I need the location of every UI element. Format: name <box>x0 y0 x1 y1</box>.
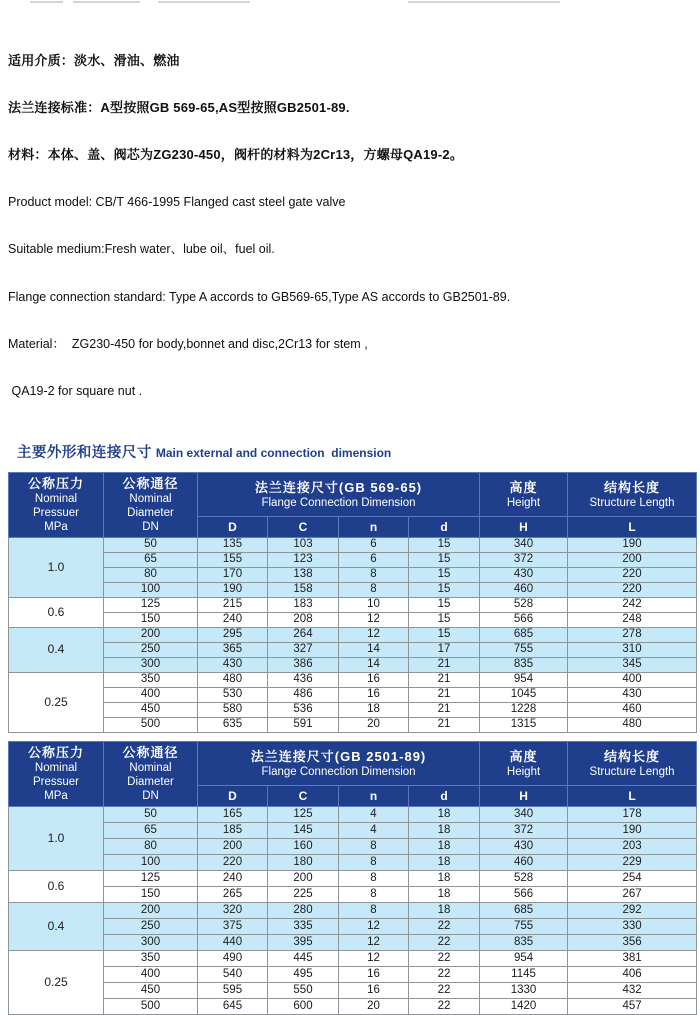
data-cell: 432 <box>568 982 697 998</box>
table-row <box>9 950 697 966</box>
data-cell: 65 <box>104 552 198 567</box>
header-sub-n: n <box>339 516 409 537</box>
data-cell: 18 <box>409 886 480 902</box>
data-cell: 430 <box>198 657 268 672</box>
data-cell: 400 <box>568 672 697 687</box>
intro-line-medium-en: Suitable medium:Fresh water、lube oil、fuel oil. <box>8 242 275 257</box>
table-row <box>9 934 697 950</box>
data-cell: 320 <box>198 902 268 918</box>
header-structure-length: 结构长度 Structure Length <box>568 741 697 785</box>
data-cell: 21 <box>409 657 480 672</box>
data-cell: 65 <box>104 822 198 838</box>
data-cell: 12 <box>339 627 409 642</box>
table-row <box>9 854 697 870</box>
data-cell: 248 <box>568 612 697 627</box>
data-cell: 170 <box>198 567 268 582</box>
data-cell: 600 <box>268 998 339 1014</box>
data-cell: 250 <box>104 918 198 934</box>
data-cell: 200 <box>104 902 198 918</box>
data-cell: 8 <box>339 870 409 886</box>
data-cell: 335 <box>268 918 339 934</box>
header-sub-n: n <box>339 785 409 806</box>
data-cell: 445 <box>268 950 339 966</box>
data-cell: 340 <box>480 806 568 822</box>
data-cell: 350 <box>104 950 198 966</box>
data-cell: 125 <box>104 597 198 612</box>
data-cell: 1330 <box>480 982 568 998</box>
data-cell: 12 <box>339 918 409 934</box>
cropped-text-artifact <box>158 1 250 3</box>
header-sub-H: H <box>480 785 568 806</box>
data-cell: 190 <box>568 537 697 552</box>
data-cell: 327 <box>268 642 339 657</box>
data-cell: 460 <box>480 582 568 597</box>
header-sub-C: C <box>268 785 339 806</box>
table-row <box>9 687 697 702</box>
data-cell: 135 <box>198 537 268 552</box>
section-title <box>8 423 700 462</box>
data-cell: 178 <box>568 806 697 822</box>
data-cell: 80 <box>104 567 198 582</box>
data-cell: 400 <box>104 687 198 702</box>
table-row <box>9 998 697 1014</box>
data-cell: 18 <box>409 854 480 870</box>
data-cell: 21 <box>409 702 480 717</box>
data-cell: 500 <box>104 717 198 732</box>
data-cell: 12 <box>339 612 409 627</box>
data-cell: 330 <box>568 918 697 934</box>
header-sub-H: H <box>480 516 568 537</box>
data-cell: 158 <box>268 582 339 597</box>
data-cell: 18 <box>339 702 409 717</box>
intro-line-material-zh: 材料：本体、盖、阀芯为ZG230-450，阀杆的材料为2Cr13，方螺母QA19-2。 <box>8 147 464 163</box>
data-cell: 1145 <box>480 966 568 982</box>
data-cell: 292 <box>568 902 697 918</box>
data-cell: 8 <box>339 854 409 870</box>
data-cell: 300 <box>104 657 198 672</box>
data-cell: 1228 <box>480 702 568 717</box>
header-structure-length: 结构长度 Structure Length <box>568 472 697 516</box>
data-cell: 20 <box>339 998 409 1014</box>
data-cell: 755 <box>480 918 568 934</box>
data-cell: 242 <box>568 597 697 612</box>
data-cell: 436 <box>268 672 339 687</box>
data-cell: 190 <box>198 582 268 597</box>
data-cell: 155 <box>198 552 268 567</box>
data-cell: 954 <box>480 950 568 966</box>
data-cell: 566 <box>480 612 568 627</box>
data-cell: 250 <box>104 642 198 657</box>
data-cell: 150 <box>104 612 198 627</box>
table-row <box>9 806 697 822</box>
data-cell: 12 <box>339 934 409 950</box>
data-cell: 566 <box>480 886 568 902</box>
data-cell: 460 <box>480 854 568 870</box>
data-cell: 345 <box>568 657 697 672</box>
data-cell: 215 <box>198 597 268 612</box>
cropped-text-artifact <box>408 1 560 3</box>
data-cell: 203 <box>568 838 697 854</box>
intro-line-square-nut: QA19-2 for square nut . <box>8 384 143 399</box>
data-cell: 8 <box>339 902 409 918</box>
data-cell: 755 <box>480 642 568 657</box>
data-cell: 18 <box>409 822 480 838</box>
data-cell: 16 <box>339 672 409 687</box>
data-cell: 480 <box>568 717 697 732</box>
data-cell: 4 <box>339 822 409 838</box>
data-cell: 395 <box>268 934 339 950</box>
table-row <box>9 918 697 934</box>
pressure-group-cell: 0.25 <box>9 950 104 1014</box>
data-cell: 280 <box>268 902 339 918</box>
data-cell: 500 <box>104 998 198 1014</box>
data-cell: 645 <box>198 998 268 1014</box>
data-cell: 490 <box>198 950 268 966</box>
data-cell: 14 <box>339 657 409 672</box>
table-row <box>9 838 697 854</box>
data-cell: 595 <box>198 982 268 998</box>
data-cell: 400 <box>104 966 198 982</box>
pressure-group-cell: 0.25 <box>9 672 104 732</box>
data-cell: 22 <box>409 950 480 966</box>
data-cell: 8 <box>339 582 409 597</box>
data-cell: 180 <box>268 854 339 870</box>
header-height: 高度 Height <box>480 472 568 516</box>
data-cell: 200 <box>568 552 697 567</box>
data-cell: 18 <box>409 806 480 822</box>
data-cell: 21 <box>409 672 480 687</box>
intro-line-medium-zh: 适用介质：淡水、滑油、燃油 <box>8 52 180 68</box>
data-cell: 240 <box>198 612 268 627</box>
data-cell: 540 <box>198 966 268 982</box>
data-cell: 8 <box>339 838 409 854</box>
pressure-group-cell: 0.4 <box>9 902 104 950</box>
data-cell: 685 <box>480 627 568 642</box>
table-row <box>9 902 697 918</box>
data-cell: 22 <box>409 918 480 934</box>
data-cell: 200 <box>268 870 339 886</box>
data-cell: 125 <box>104 870 198 886</box>
data-cell: 635 <box>198 717 268 732</box>
dimension-table-gb569-65 <box>8 472 697 733</box>
header-sub-D: D <box>198 785 268 806</box>
data-cell: 480 <box>198 672 268 687</box>
data-cell: 21 <box>409 687 480 702</box>
data-cell: 300 <box>104 934 198 950</box>
data-cell: 22 <box>409 982 480 998</box>
data-cell: 165 <box>198 806 268 822</box>
data-cell: 457 <box>568 998 697 1014</box>
data-cell: 8 <box>339 886 409 902</box>
data-cell: 22 <box>409 934 480 950</box>
table-row <box>9 870 697 886</box>
data-cell: 21 <box>409 717 480 732</box>
data-cell: 100 <box>104 854 198 870</box>
section-title-zh: 主要外形和连接尺寸 <box>16 444 152 461</box>
table-row <box>9 822 697 838</box>
data-cell: 375 <box>198 918 268 934</box>
data-cell: 580 <box>198 702 268 717</box>
data-cell: 16 <box>339 982 409 998</box>
data-cell: 1420 <box>480 998 568 1014</box>
data-cell: 145 <box>268 822 339 838</box>
data-cell: 15 <box>409 627 480 642</box>
data-cell: 14 <box>339 642 409 657</box>
pressure-group-cell: 1.0 <box>9 806 104 870</box>
data-cell: 17 <box>409 642 480 657</box>
data-cell: 430 <box>568 687 697 702</box>
data-cell: 20 <box>339 717 409 732</box>
data-cell: 18 <box>409 838 480 854</box>
header-nominal-pressure: 公称压力 Nominal Pressuer MPa <box>9 741 104 806</box>
header-nominal-diameter: 公称通径 Nominal Diameter DN <box>104 741 198 806</box>
table-row <box>9 537 697 552</box>
data-cell: 486 <box>268 687 339 702</box>
header-sub-L: L <box>568 516 697 537</box>
intro-line-flange-en: Flange connection standard: Type A accords to GB569-65,Type AS accords to GB2501-89. <box>8 289 511 304</box>
data-cell: 208 <box>268 612 339 627</box>
data-cell: 6 <box>339 537 409 552</box>
data-cell: 278 <box>568 627 697 642</box>
header-sub-D: D <box>198 516 268 537</box>
data-cell: 265 <box>198 886 268 902</box>
data-cell: 16 <box>339 687 409 702</box>
data-cell: 835 <box>480 934 568 950</box>
header-flange-connection: 法兰连接尺寸(GB 2501-89) Flange Connection Dimension <box>198 741 480 785</box>
data-cell: 220 <box>198 854 268 870</box>
intro-line-flange-zh: 法兰连接标准：A型按照GB 569-65,AS型按照GB2501-89. <box>8 99 350 115</box>
data-cell: 310 <box>568 642 697 657</box>
data-cell: 183 <box>268 597 339 612</box>
data-cell: 450 <box>104 702 198 717</box>
data-cell: 254 <box>568 870 697 886</box>
data-cell: 440 <box>198 934 268 950</box>
cropped-text-artifact <box>30 1 63 3</box>
data-cell: 225 <box>268 886 339 902</box>
pressure-group-cell: 1.0 <box>9 537 104 597</box>
table-row <box>9 567 697 582</box>
data-cell: 1315 <box>480 717 568 732</box>
data-cell: 8 <box>339 567 409 582</box>
header-nominal-pressure: 公称压力 Nominal Pressuer MPa <box>9 472 104 537</box>
data-cell: 16 <box>339 966 409 982</box>
data-cell: 1045 <box>480 687 568 702</box>
data-cell: 372 <box>480 552 568 567</box>
data-cell: 365 <box>198 642 268 657</box>
data-cell: 536 <box>268 702 339 717</box>
data-cell: 386 <box>268 657 339 672</box>
table-row <box>9 702 697 717</box>
data-cell: 340 <box>480 537 568 552</box>
intro-line-material-en: Material： ZG230-450 for body,bonnet and disc,2Cr13 for stem , <box>8 336 368 351</box>
pressure-group-cell: 0.6 <box>9 870 104 902</box>
data-cell: 12 <box>339 950 409 966</box>
pressure-group-cell: 0.6 <box>9 597 104 627</box>
table-row <box>9 627 697 642</box>
data-cell: 229 <box>568 854 697 870</box>
data-cell: 350 <box>104 672 198 687</box>
data-cell: 15 <box>409 537 480 552</box>
data-cell: 356 <box>568 934 697 950</box>
data-cell: 372 <box>480 822 568 838</box>
data-cell: 430 <box>480 838 568 854</box>
data-cell: 15 <box>409 582 480 597</box>
table-row <box>9 642 697 657</box>
header-sub-d: d <box>409 516 480 537</box>
table-row <box>9 982 697 998</box>
header-sub-d: d <box>409 785 480 806</box>
data-cell: 685 <box>480 902 568 918</box>
header-sub-L: L <box>568 785 697 806</box>
data-cell: 954 <box>480 672 568 687</box>
data-cell: 22 <box>409 966 480 982</box>
data-cell: 835 <box>480 657 568 672</box>
data-cell: 15 <box>409 567 480 582</box>
data-cell: 240 <box>198 870 268 886</box>
data-cell: 15 <box>409 552 480 567</box>
data-cell: 220 <box>568 567 697 582</box>
table-row <box>9 966 697 982</box>
data-cell: 4 <box>339 806 409 822</box>
table-row <box>9 886 697 902</box>
header-flange-connection: 法兰连接尺寸(GB 569-65) Flange Connection Dimension <box>198 472 480 516</box>
pressure-group-cell: 0.4 <box>9 627 104 672</box>
data-cell: 15 <box>409 597 480 612</box>
data-cell: 103 <box>268 537 339 552</box>
table-row <box>9 582 697 597</box>
data-cell: 80 <box>104 838 198 854</box>
data-cell: 160 <box>268 838 339 854</box>
table-row <box>9 597 697 612</box>
header-height: 高度 Height <box>480 741 568 785</box>
data-cell: 528 <box>480 597 568 612</box>
data-cell: 185 <box>198 822 268 838</box>
header-nominal-diameter: 公称通径 Nominal Diameter DN <box>104 472 198 537</box>
data-cell: 125 <box>268 806 339 822</box>
intro-line-product-model: Product model: CB/T 466-1995 Flanged cast steel gate valve <box>8 194 346 209</box>
cropped-text-artifact <box>73 1 140 3</box>
data-cell: 150 <box>104 886 198 902</box>
header-sub-C: C <box>268 516 339 537</box>
data-cell: 50 <box>104 806 198 822</box>
data-cell: 190 <box>568 822 697 838</box>
table-row <box>9 657 697 672</box>
data-cell: 200 <box>104 627 198 642</box>
table-row <box>9 612 697 627</box>
data-cell: 50 <box>104 537 198 552</box>
data-cell: 264 <box>268 627 339 642</box>
data-cell: 10 <box>339 597 409 612</box>
data-cell: 530 <box>198 687 268 702</box>
data-cell: 15 <box>409 612 480 627</box>
data-cell: 430 <box>480 567 568 582</box>
data-cell: 138 <box>268 567 339 582</box>
data-cell: 100 <box>104 582 198 597</box>
data-cell: 528 <box>480 870 568 886</box>
data-cell: 220 <box>568 582 697 597</box>
dimension-table-gb2501-89 <box>8 741 697 1015</box>
product-description <box>0 0 700 416</box>
data-cell: 18 <box>409 870 480 886</box>
section-title-en: Main external and connection dimension <box>155 445 392 460</box>
data-cell: 406 <box>568 966 697 982</box>
table-row <box>9 552 697 567</box>
data-cell: 460 <box>568 702 697 717</box>
table-row <box>9 672 697 687</box>
data-cell: 295 <box>198 627 268 642</box>
data-cell: 6 <box>339 552 409 567</box>
data-cell: 22 <box>409 998 480 1014</box>
data-cell: 550 <box>268 982 339 998</box>
data-cell: 267 <box>568 886 697 902</box>
data-cell: 591 <box>268 717 339 732</box>
data-cell: 381 <box>568 950 697 966</box>
data-cell: 123 <box>268 552 339 567</box>
data-cell: 18 <box>409 902 480 918</box>
data-cell: 450 <box>104 982 198 998</box>
data-cell: 200 <box>198 838 268 854</box>
table-row <box>9 717 697 732</box>
data-cell: 495 <box>268 966 339 982</box>
